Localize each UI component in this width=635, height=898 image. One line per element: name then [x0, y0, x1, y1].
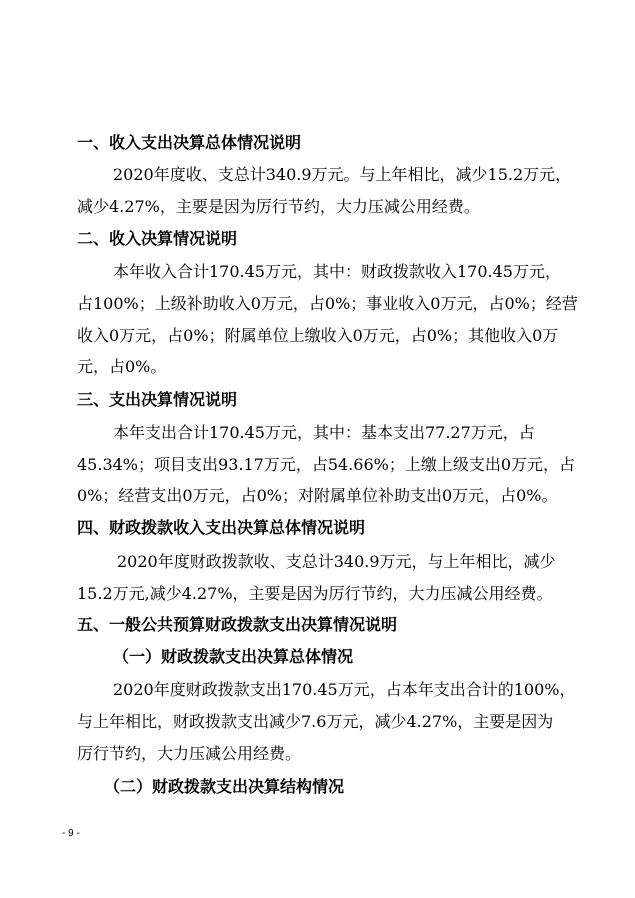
section-heading-3: 三、支出决算情况说明	[77, 390, 238, 409]
subheading-5-2: （二）财政拨款支出决算结构情况	[104, 777, 345, 796]
section-1-line-1: 2020年度收、支总计340.9万元。与上年相比，减少15.2万元，	[113, 165, 572, 184]
section-2-line-2: 占100%；上级补助收入0万元，占0%；事业收入0万元，占0%；经营	[77, 294, 578, 313]
page-number: - 9 -	[62, 828, 80, 839]
section-1-line-2: 减少4.27%，主要是因为厉行节约，大力压减公用经费。	[77, 197, 480, 216]
section-4-line-1: 2020年度财政拨款收、支总计340.9万元，与上年相比，减少	[117, 552, 556, 571]
section-heading-2: 二、收入决算情况说明	[77, 229, 238, 248]
subheading-5-1: （一）财政拨款支出决算总体情况	[113, 647, 354, 666]
section-2-line-4: 元，占0%。	[77, 357, 167, 376]
section-heading-1: 一、收入支出决算总体情况说明	[77, 133, 302, 152]
section-5-line-3: 厉行节约，大力压减公用经费。	[77, 744, 302, 763]
section-2-line-1: 本年收入合计170.45万元，其中：财政拨款收入170.45万元，	[113, 262, 561, 281]
section-5-line-1: 2020年度财政拨款支出170.45万元，占本年支出合计的100%，	[113, 680, 576, 699]
section-3-line-2: 45.34%；项目支出93.17万元，占54.66%；上缴上级支出0万元，占	[77, 455, 576, 474]
section-4-line-2: 15.2万元,减少4.27%，主要是因为厉行节约，大力压减公用经费。	[77, 584, 553, 603]
section-5-line-2: 与上年相比，财政拨款支出减少7.6万元，减少4.27%，主要是因为	[77, 712, 554, 731]
section-heading-4: 四、财政拨款收入支出决算总体情况说明	[77, 518, 366, 537]
section-heading-5: 五、一般公共预算财政拨款支出决算情况说明	[77, 615, 398, 634]
section-3-line-3: 0%；经营支出0万元，占0%；对附属单位补助支出0万元，占0%。	[77, 486, 558, 505]
section-3-line-1: 本年支出合计170.45万元，其中：基本支出77.27万元，占	[113, 423, 535, 442]
section-2-line-3: 收入0万元，占0%；附属单位上缴收入0万元，占0%；其他收入0万	[77, 326, 559, 345]
